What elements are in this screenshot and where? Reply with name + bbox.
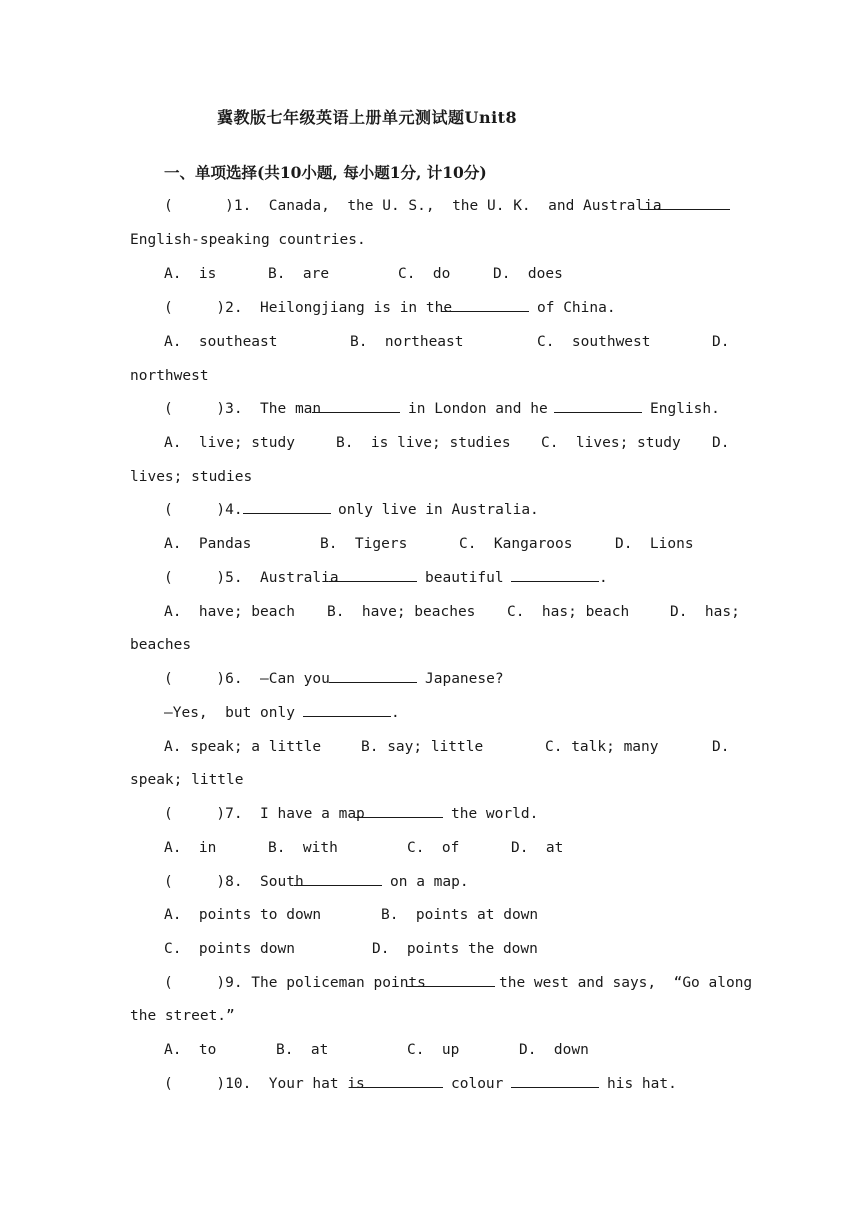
- option-a: A. to: [164, 1042, 217, 1058]
- question-8-options-row-2: [164, 937, 730, 961]
- option-c: C. Kangaroos: [459, 536, 573, 552]
- option-a: A. live; study: [164, 435, 295, 451]
- option-b: B. is live; studies: [336, 435, 511, 451]
- question-10-blank-1: [355, 1072, 443, 1096]
- question-5-blank-2: [511, 566, 599, 590]
- question-8: [164, 870, 730, 894]
- question-6-reply-text: —Yes, but only: [164, 705, 295, 721]
- option-c: C. up: [407, 1042, 460, 1058]
- option-a: A. southeast: [164, 334, 278, 350]
- question-7-text-end: the world.: [451, 806, 539, 822]
- option-d: D.: [712, 334, 730, 350]
- question-5-text-end: .: [599, 570, 608, 586]
- option-b: B. have; beaches: [327, 604, 476, 620]
- question-4-text-end: only live in Australia.: [338, 502, 539, 518]
- option-c: C. lives; study: [541, 435, 681, 451]
- question-7: [164, 802, 730, 826]
- question-4-blank: [243, 498, 331, 522]
- question-5-options-continued: beaches: [130, 637, 192, 653]
- question-8-blank: [294, 870, 382, 894]
- question-4-options: [164, 532, 730, 556]
- option-b: B. at: [276, 1042, 329, 1058]
- question-3-options: [164, 431, 730, 455]
- question-2-blank: [441, 296, 529, 320]
- question-10-blank-2: [511, 1072, 599, 1096]
- question-6: [164, 667, 730, 691]
- question-4: [164, 498, 730, 522]
- option-b: B. are: [268, 266, 330, 282]
- option-d: D.: [712, 739, 730, 755]
- question-3-blank-1: [312, 397, 400, 421]
- question-6-blank: [329, 667, 417, 691]
- question-6-reply-end: .: [391, 705, 400, 721]
- question-2: [164, 296, 730, 320]
- question-5-text-mid: beautiful: [425, 570, 504, 586]
- option-d: D.: [712, 435, 730, 451]
- question-6-reply: [164, 701, 730, 725]
- question-1: [164, 194, 730, 218]
- option-a: A. is: [164, 266, 217, 282]
- question-5-blank-1: [329, 566, 417, 590]
- question-6-text-end: Japanese?: [425, 671, 504, 687]
- option-b: B. northeast: [350, 334, 464, 350]
- question-3-blank-2: [554, 397, 642, 421]
- question-9-options: [164, 1038, 730, 1062]
- question-7-blank: [355, 802, 443, 826]
- question-5: [164, 566, 730, 590]
- document-title: 冀教版七年级英语上册单元测试题Unit8: [217, 108, 518, 127]
- option-d: D. points the down: [372, 941, 538, 957]
- section-heading: 一、单项选择(共10小题, 每小题1分, 计10分): [164, 163, 487, 182]
- question-5-text: ( )5. Australia: [164, 570, 339, 586]
- question-6-text: ( )6. —Can you: [164, 671, 330, 687]
- question-3-text-end: English.: [650, 401, 720, 417]
- question-9: [164, 971, 753, 995]
- option-d: D. does: [493, 266, 563, 282]
- question-8-text-end: on a map.: [390, 874, 469, 890]
- question-4-text: ( )4.: [164, 502, 243, 518]
- question-6-options: [164, 735, 730, 759]
- option-d: D. has;: [670, 604, 740, 620]
- question-10-text: ( )10. Your hat is: [164, 1076, 365, 1092]
- question-6-reply-blank: [303, 701, 391, 725]
- question-10-text-end: his hat.: [607, 1076, 677, 1092]
- option-b: B. points at down: [381, 907, 539, 923]
- question-8-text: ( )8. South: [164, 874, 304, 890]
- question-2-text-end: of China.: [537, 300, 616, 316]
- question-10-text-mid: colour: [451, 1076, 504, 1092]
- option-c: C. points down: [164, 941, 295, 957]
- question-7-options: [164, 836, 730, 860]
- question-3-text-mid: in London and he: [408, 401, 548, 417]
- option-a: A. have; beach: [164, 604, 295, 620]
- option-c: C. do: [398, 266, 451, 282]
- question-1-options: [164, 262, 730, 286]
- question-9-text-end: the west and says, “Go along: [499, 975, 753, 991]
- question-3: [164, 397, 730, 421]
- question-3-text: ( )3. The man: [164, 401, 322, 417]
- option-b: B. say; little: [361, 739, 484, 755]
- option-d: D. down: [519, 1042, 589, 1058]
- question-10: [164, 1072, 730, 1096]
- question-1-blank: [642, 194, 730, 218]
- question-3-options-continued: lives; studies: [130, 469, 253, 485]
- question-9-continued: the street.”: [130, 1008, 235, 1024]
- question-2-options: [164, 330, 730, 354]
- option-a: A. in: [164, 840, 217, 856]
- question-9-blank: [407, 971, 495, 995]
- option-c: C. has; beach: [507, 604, 630, 620]
- question-9-text: ( )9. The policeman points: [164, 975, 426, 991]
- question-6-options-continued: speak; little: [130, 772, 244, 788]
- option-a: A. Pandas: [164, 536, 252, 552]
- option-b: B. Tigers: [320, 536, 408, 552]
- option-b: B. with: [268, 840, 338, 856]
- question-2-text: ( )2. Heilongjiang is in the: [164, 300, 453, 316]
- option-d: D. Lions: [615, 536, 694, 552]
- option-c: C. of: [407, 840, 460, 856]
- question-8-options-row-1: [164, 903, 730, 927]
- question-2-options-continued: northwest: [130, 368, 209, 384]
- option-c: C. southwest: [537, 334, 651, 350]
- option-a: A. points to down: [164, 907, 322, 923]
- option-d: D. at: [511, 840, 564, 856]
- option-a: A. speak; a little: [164, 739, 322, 755]
- question-7-text: ( )7. I have a map: [164, 806, 365, 822]
- question-1-continued: English-speaking countries.: [130, 232, 366, 248]
- question-1-text: ( )1. Canada, the U. S., the U. K. and Australia: [164, 198, 662, 214]
- option-c: C. talk; many: [545, 739, 659, 755]
- question-5-options: [164, 600, 740, 624]
